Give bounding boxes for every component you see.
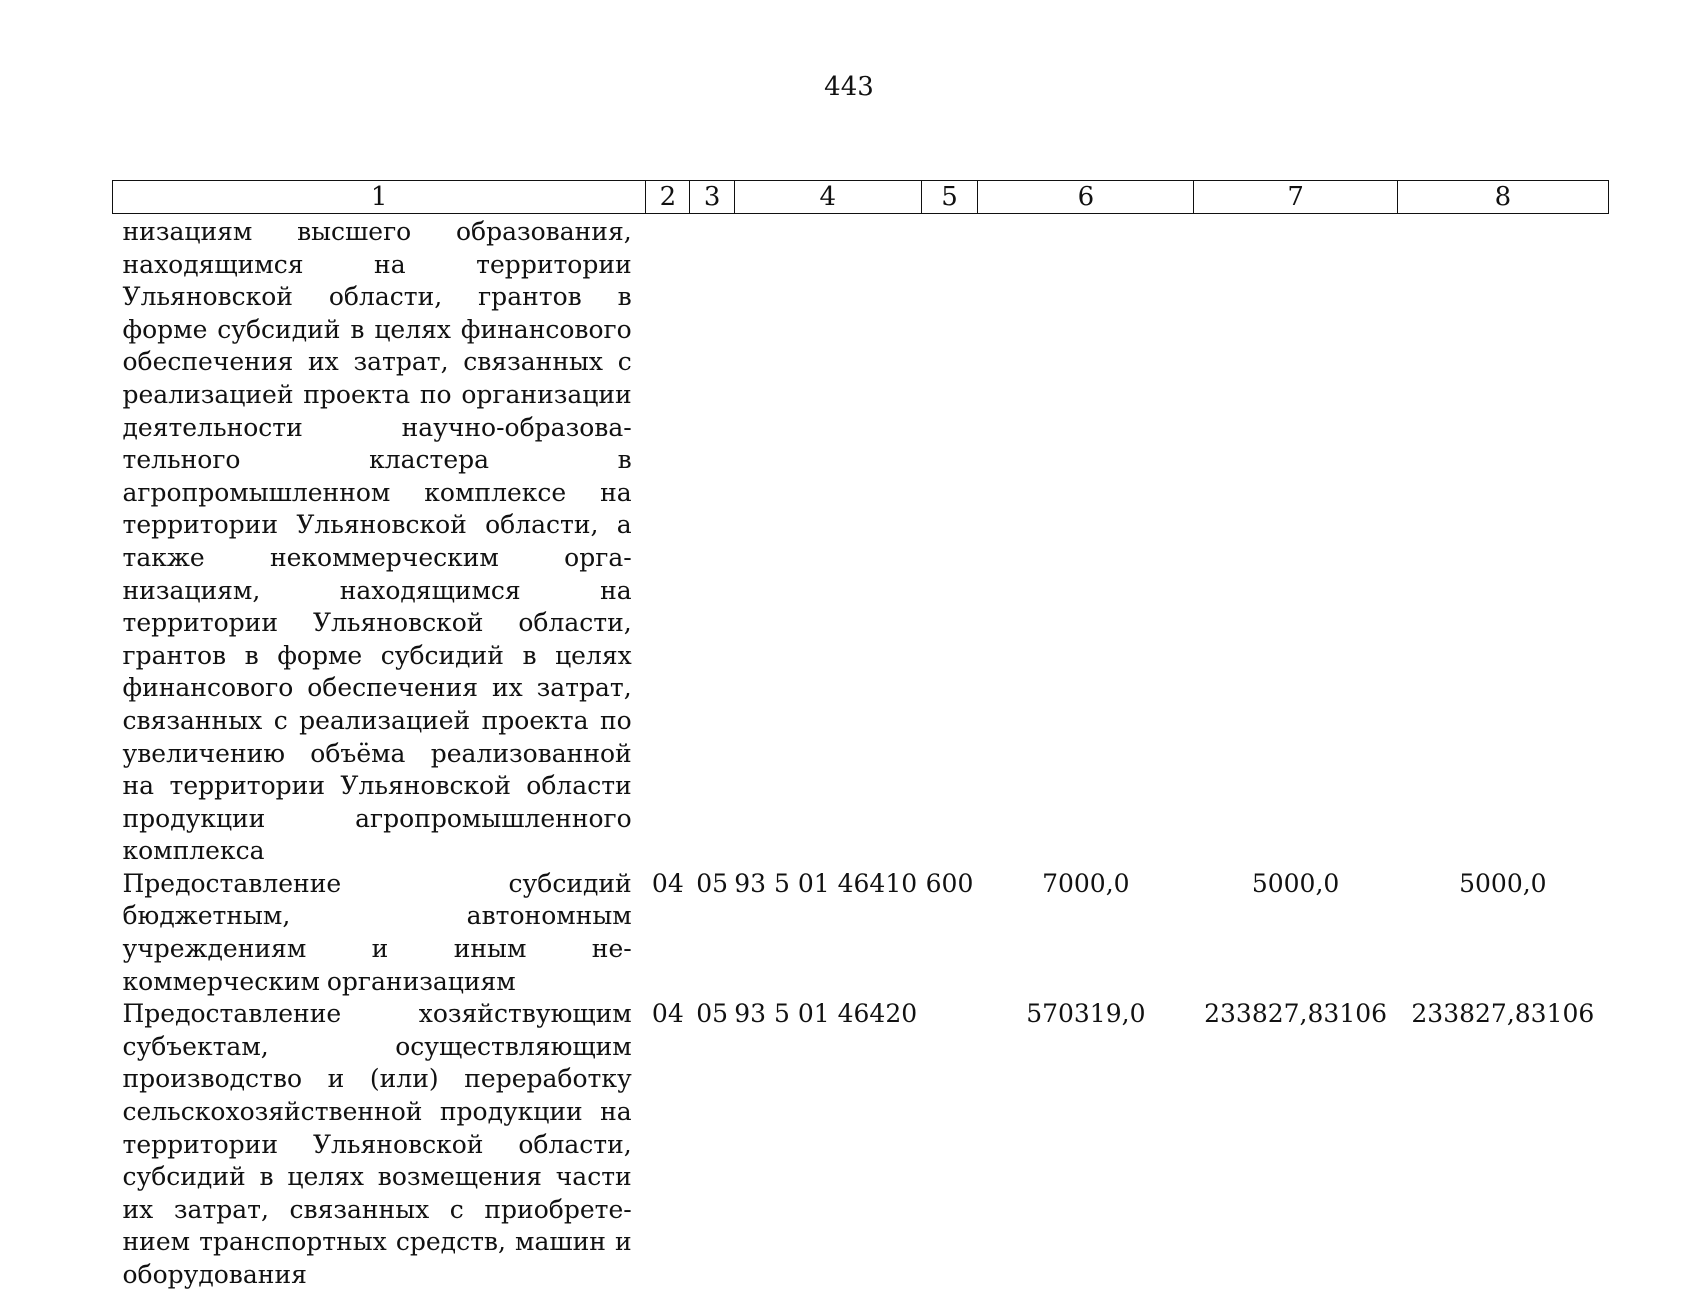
column-header-3: 3 [690,181,734,214]
row-target-article [734,214,921,868]
column-header-1: 1 [113,181,646,214]
budget-table [112,180,1609,1292]
table-row [113,998,1609,1291]
row-amount-year3: 233827,83106 [1411,999,1595,1029]
row-amount-year2: 5000,0 [1251,868,1340,898]
row-amount-year2: 233827,83106 [1204,999,1388,1029]
row-description: Предоставление субсидий бюджетным, автономным учреждениям и иным некоммерческим организациям [122,868,632,996]
row-amount-year1: 570319,0 [1026,999,1146,1029]
column-header-8: 8 [1397,181,1608,214]
row-amount-year3 [1397,214,1608,868]
row-subsection [690,214,734,868]
column-header-2: 2 [646,181,690,214]
page-number: 443 [824,72,874,102]
column-header-7: 7 [1194,181,1397,214]
table-row [113,214,1609,868]
row-amount-year2 [1194,214,1397,868]
column-header-6: 6 [978,181,1194,214]
row-expense-type [921,998,977,1291]
table-header [113,181,1609,214]
row-target-article: 93 5 01 46420 [734,999,918,1029]
row-expense-type: 600 [925,868,974,898]
row-section: 04 [651,999,684,1029]
row-amount-year1 [978,214,1194,868]
row-expense-type [921,214,977,868]
table-row [113,868,1609,998]
row-description: низациям высшего образования, находящимся на территории Ульяновской области, грантов в форме субсидий в целях финансового обеспечения их затрат, связанных с реализацией проекта по организации деятельности научно-образовательного кластера в агропромышленном комплексе на территории Ульяновской области, а также некоммерческим организациям, находящимся на территории Ульяновской области, грантов в форме субсидий в целях финансового обеспечения их затрат, связанных с реализацией проекта по увеличению объёма реализованной на территории Ульяновской области продукции агропромышленного комплекса [122,217,632,866]
row-section: 04 [651,868,684,898]
row-amount-year1: 7000,0 [1042,868,1130,898]
row-target-article: 93 5 01 46410 [734,868,918,898]
row-subsection: 05 [696,868,728,898]
column-header-5: 5 [921,181,977,214]
header-row [113,181,1609,214]
table-body [113,214,1609,1292]
row-amount-year3: 5000,0 [1459,868,1547,898]
row-section [646,214,690,868]
row-subsection: 05 [696,999,728,1029]
column-header-4: 4 [734,181,921,214]
row-description: Предоставление хозяйствующим субъектам, осуществляющим производство и (или) переработку сельскохозяйственной продукции на территории Ульяновской области, субсидий в целях возмещения части их затрат, связанных с приобретением транспортных средств, машин и оборудования [122,999,632,1289]
